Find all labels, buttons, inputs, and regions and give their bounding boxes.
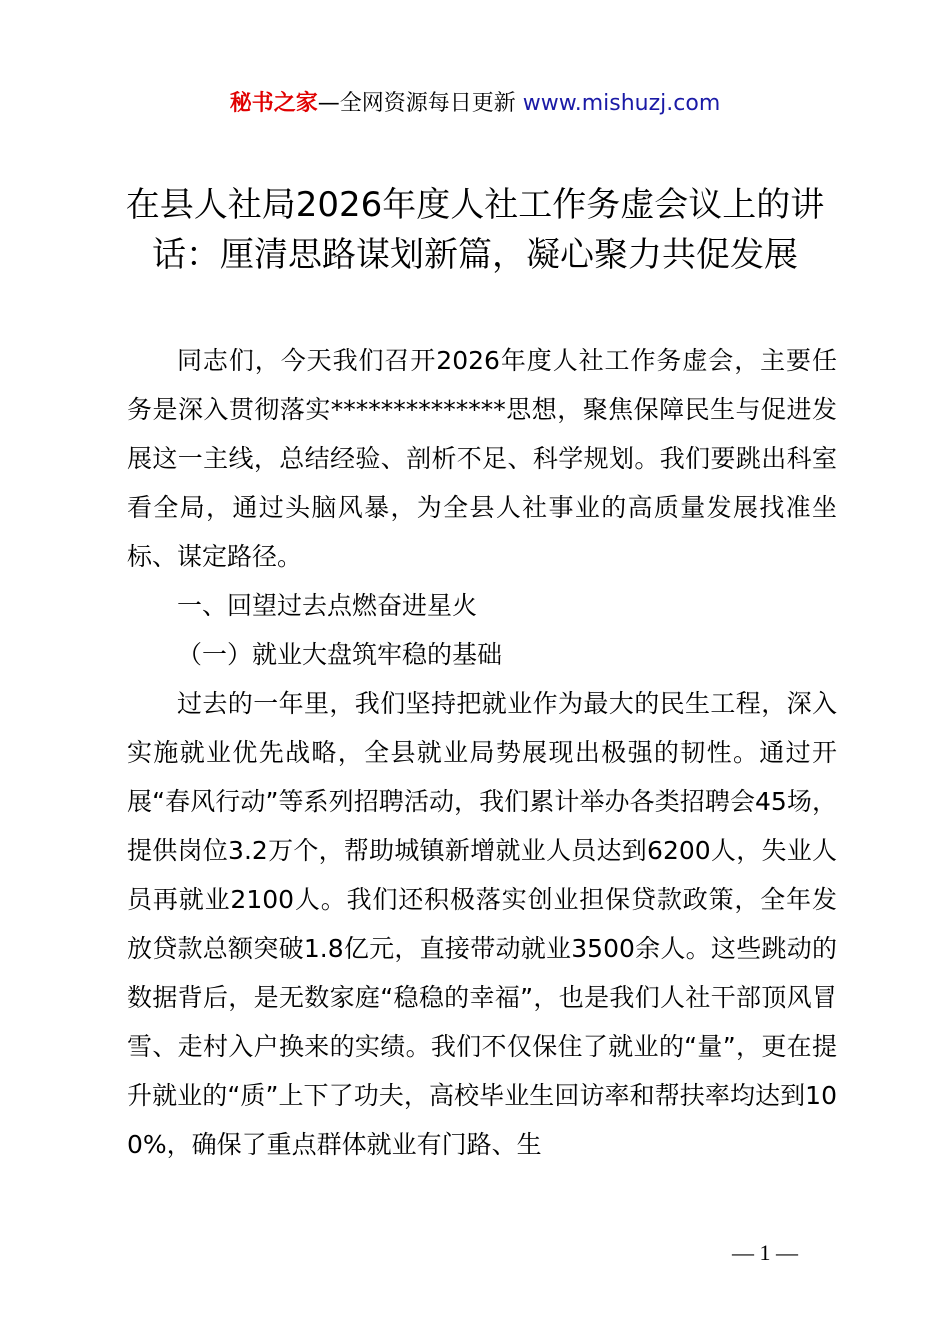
section-heading: 一、回望过去点燃奋进星火 xyxy=(177,591,478,620)
intro-paragraph: 同志们，今天我们召开2026年度人社工作务虚会，主要任务是深入贯彻落实**************思想，聚焦保障民生与促进发展这一主线，总结经验、剖析不足、科学规划。我们要跳出科室看全局，通过头脑风暴，为全县人社事业的高质量发展找准坐标、谋定路径。 xyxy=(127,346,837,571)
document-title: 在县人社局2026年度人社工作务虚会议上的讲话：厘清思路谋划新篇，凝心聚力共促发展 xyxy=(125,185,825,275)
body-paragraph: 过去的一年里，我们坚持把就业作为最大的民生工程，深入实施就业优先战略，全县就业局势展现出极强的韧性。通过开展“春风行动”等系列招聘活动，我们累计举办各类招聘会45场，提供岗位3.2万个，帮助城镇新增就业人员达到6200人，失业人员再就业2100人。我们还积极落实创业担保贷款政策，全年发放贷款总额突破1.8亿元，直接带动就业3500余人。这些跳动的数据背后，是无数家庭“稳稳的幸福”，也是我们人社干部顶风冒雪、走村入户换来的实绩。我们不仅保住了就业的“量”，更在提升就业的“质”上下了功夫，高校毕业生回访率和帮扶率均达到100%，确保了重点群体就业有门路、生 xyxy=(127,689,837,1159)
site-slogan: —全网资源每日更新 xyxy=(317,91,523,116)
subsection-heading: （一）就业大盘筑牢稳的基础 xyxy=(177,640,503,669)
site-brand: 秘书之家 xyxy=(229,91,318,116)
site-header xyxy=(0,88,950,120)
document-body xyxy=(127,336,837,1169)
page-number: — 1 — xyxy=(732,1240,798,1265)
site-url-link[interactable]: www.mishuzj.com xyxy=(522,91,721,116)
